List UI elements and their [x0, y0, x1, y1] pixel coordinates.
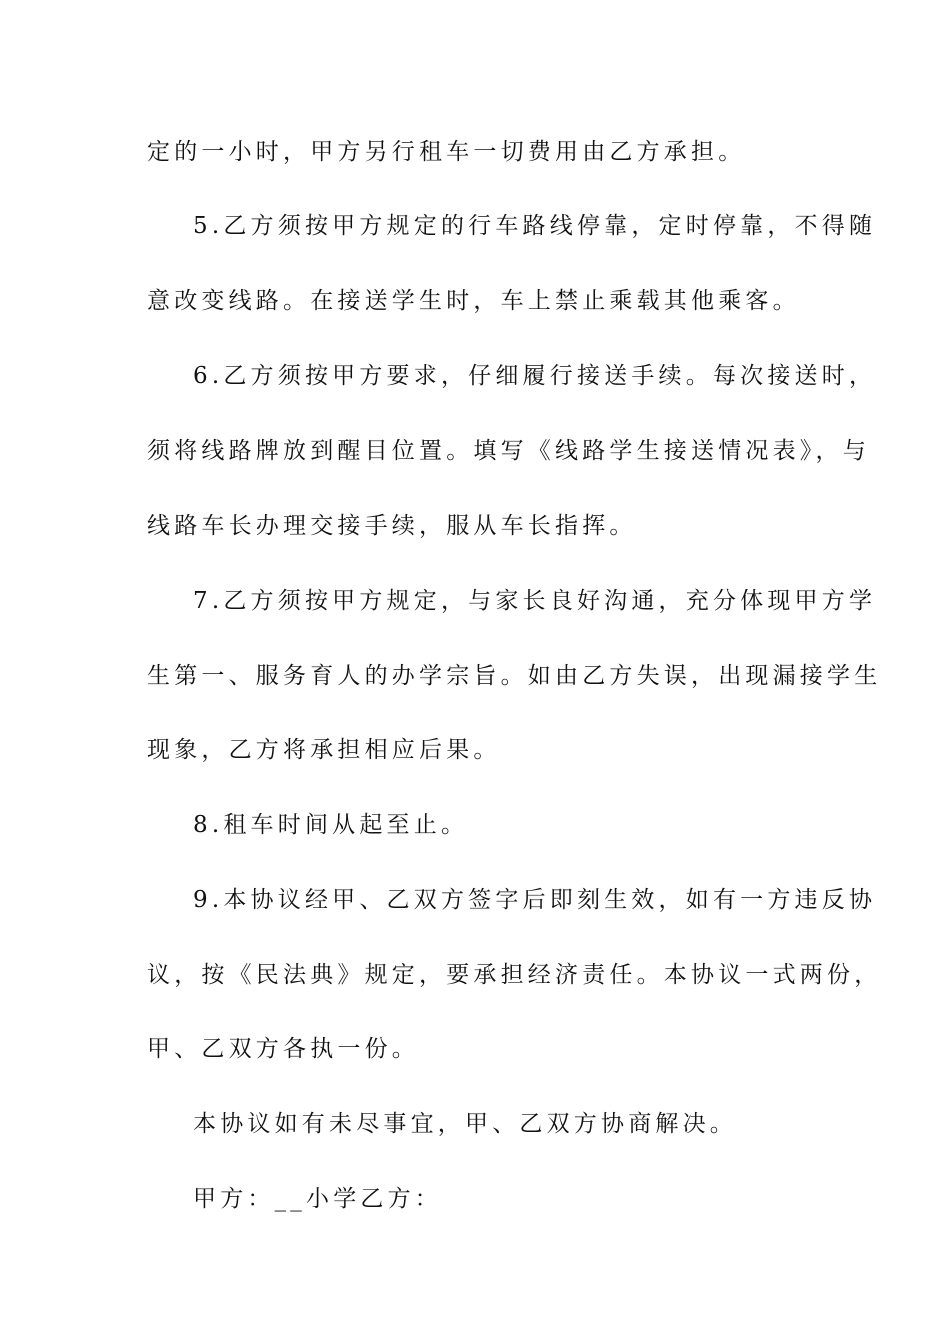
clause-5-line-1: 5.乙方须按甲方规定的行车路线停靠，定时停靠，不得随	[193, 213, 877, 239]
clause-9-line-3: 甲、乙双方各执一份。	[147, 1036, 419, 1062]
clause-8-line-1: 8.租车时间从起至止。	[193, 812, 469, 838]
clause-7-line-2: 生第一、服务育人的办学宗旨。如由乙方失误，出现漏接学生	[147, 663, 882, 689]
clause-7-line-3: 现象，乙方将承担相应后果。	[147, 737, 501, 763]
clause-5-line-2: 意改变线路。在接送学生时，车上禁止乘载其他乘客。	[147, 288, 800, 314]
paragraph-4-continuation-line: 定的一小时，甲方另行租车一切费用由乙方承担。	[147, 139, 746, 165]
clause-7-line-1: 7.乙方须按甲方规定，与家长良好沟通，充分体现甲方学	[193, 588, 877, 614]
supplementary-clause: 本协议如有未尽事宜，甲、乙双方协商解决。	[193, 1111, 737, 1137]
signature-line: 甲方：__小学乙方：	[193, 1186, 442, 1212]
clause-6-line-1: 6.乙方须按甲方要求，仔细履行接送手续。每次接送时，	[193, 363, 877, 389]
clause-6-line-3: 线路车长办理交接手续，服从车长指挥。	[147, 513, 637, 539]
clause-9-line-2: 议，按《民法典》规定，要承担经济责任。本协议一式两份，	[147, 962, 882, 988]
clause-9-line-1: 9.本协议经甲、乙双方签字后即刻生效，如有一方违反协	[193, 887, 877, 913]
clause-6-line-2: 须将线路牌放到醒目位置。填写《线路学生接送情况表》，与	[147, 438, 870, 464]
